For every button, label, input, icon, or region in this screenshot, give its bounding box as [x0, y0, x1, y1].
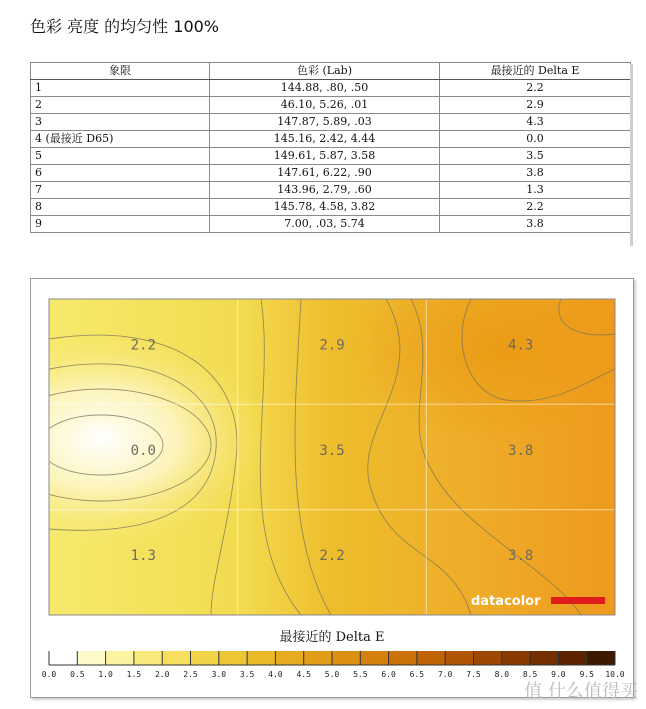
table-row [31, 199, 631, 216]
cell-lab: 143.96, 2.79, .60 [210, 182, 440, 199]
cell-delta-e: 0.0 [440, 131, 631, 148]
legend-swatch [77, 651, 106, 665]
lab-table [30, 62, 630, 233]
table-row [31, 114, 631, 131]
legend-tick-label: 4.5 [296, 670, 311, 679]
cell-delta-e: 2.2 [440, 199, 631, 216]
brand-text: datacolor [471, 594, 541, 609]
legend-swatch [502, 651, 531, 665]
quadrant-value-label: 2.2 [130, 337, 156, 354]
legend-tick-label: 7.5 [466, 670, 481, 679]
cell-quadrant: 5 [31, 148, 210, 165]
legend-swatch [191, 651, 220, 665]
legend-swatch [474, 651, 503, 665]
legend-swatch [445, 651, 474, 665]
legend-tick-label: 2.0 [154, 670, 170, 679]
cell-lab: 46.10, 5.26, .01 [210, 97, 440, 114]
legend-title: 最接近的 Delta E [279, 630, 385, 645]
quadrant-value-label: 4.3 [508, 337, 534, 354]
uniformity-chart-svg [31, 279, 633, 697]
cell-quadrant: 4 (最接近 D65) [31, 131, 210, 148]
cell-lab: 149.61, 5.87, 3.58 [210, 148, 440, 165]
uniformity-chart [30, 278, 634, 698]
cell-delta-e: 3.5 [440, 148, 631, 165]
legend-swatch [275, 651, 304, 665]
cell-delta-e: 3.8 [440, 216, 631, 233]
legend-swatch [558, 651, 587, 665]
table-row [31, 182, 631, 199]
quadrant-value-label: 2.2 [319, 548, 345, 565]
page-title: 色彩 亮度 的均匀性 100% [30, 17, 220, 36]
table-row [31, 80, 631, 97]
quadrant-value-label: 1.3 [130, 548, 156, 565]
legend-tick-label: 9.5 [579, 670, 594, 679]
quadrant-value-label: 3.8 [508, 442, 534, 459]
legend-tick-label: 8.0 [494, 670, 510, 679]
legend-swatch [389, 651, 418, 665]
legend-tick-label: 0.0 [41, 670, 57, 679]
cell-quadrant: 7 [31, 182, 210, 199]
legend-tick-label: 5.0 [324, 670, 340, 679]
cell-lab: 145.16, 2.42, 4.44 [210, 131, 440, 148]
legend-tick-label: 5.5 [353, 670, 368, 679]
legend-swatch [304, 651, 333, 665]
quadrant-table [30, 62, 631, 233]
quadrant-value-label: 0.0 [130, 442, 156, 459]
cell-delta-e: 1.3 [440, 182, 631, 199]
table-row [31, 216, 631, 233]
legend-tick-label: 1.0 [98, 670, 113, 679]
cell-delta-e: 2.9 [440, 97, 631, 114]
cell-lab: 145.78, 4.58, 3.82 [210, 199, 440, 216]
legend-swatch [360, 651, 389, 665]
quadrant-value-label: 3.5 [319, 442, 345, 459]
legend-tick-label: 3.5 [239, 670, 255, 679]
table-shadow [630, 64, 633, 246]
legend-tick-label: 6.0 [381, 670, 396, 679]
cell-lab: 147.61, 6.22, .90 [210, 165, 440, 182]
cell-delta-e: 2.2 [440, 80, 631, 97]
header-delta-e: 最接近的 Delta E [440, 63, 631, 80]
cell-quadrant: 1 [31, 80, 210, 97]
legend-swatch [247, 651, 276, 665]
table-row [31, 165, 631, 182]
cell-lab: 144.88, .80, .50 [210, 80, 440, 97]
cell-delta-e: 3.8 [440, 165, 631, 182]
table-header-row [31, 63, 631, 80]
cell-quadrant: 8 [31, 199, 210, 216]
legend-swatch [219, 651, 248, 665]
legend-tick-label: 0.5 [70, 670, 85, 679]
cell-delta-e: 4.3 [440, 114, 631, 131]
quadrant-value-label: 2.9 [319, 337, 345, 354]
legend-tick-label: 7.0 [437, 670, 453, 679]
table-row [31, 97, 631, 114]
legend-tick-label: 6.5 [409, 670, 425, 679]
legend-tick-label: 4.0 [268, 670, 283, 679]
quadrant-value-label: 3.8 [508, 548, 534, 565]
legend-tick-label: 8.5 [522, 670, 538, 679]
legend-swatch [134, 651, 163, 665]
legend-tick-label: 1.5 [126, 670, 142, 679]
cell-quadrant: 6 [31, 165, 210, 182]
cell-quadrant: 3 [31, 114, 210, 131]
cell-lab: 147.87, 5.89, .03 [210, 114, 440, 131]
legend-tick-label: 2.5 [183, 670, 198, 679]
table-row [31, 131, 631, 148]
legend-tick-label: 3.0 [211, 670, 227, 679]
legend-swatch [162, 651, 191, 665]
cell-quadrant: 2 [31, 97, 210, 114]
header-quadrant: 象限 [31, 63, 210, 80]
legend-swatch [49, 651, 78, 665]
brand-bar [551, 597, 605, 604]
table-row [31, 148, 631, 165]
legend-tick-label: 9.0 [551, 670, 566, 679]
color-scale-legend [42, 651, 625, 679]
legend-swatch [417, 651, 446, 665]
watermark: 值 什么值得买 [524, 681, 638, 702]
legend-swatch [106, 651, 135, 665]
header-lab: 色彩 (Lab) [210, 63, 440, 80]
cell-quadrant: 9 [31, 216, 210, 233]
legend-swatch [332, 651, 361, 665]
cell-lab: 7.00, .03, 5.74 [210, 216, 440, 233]
legend-swatch [530, 651, 559, 665]
legend-tick-label: 10.0 [605, 670, 625, 679]
legend-swatch [587, 651, 616, 665]
